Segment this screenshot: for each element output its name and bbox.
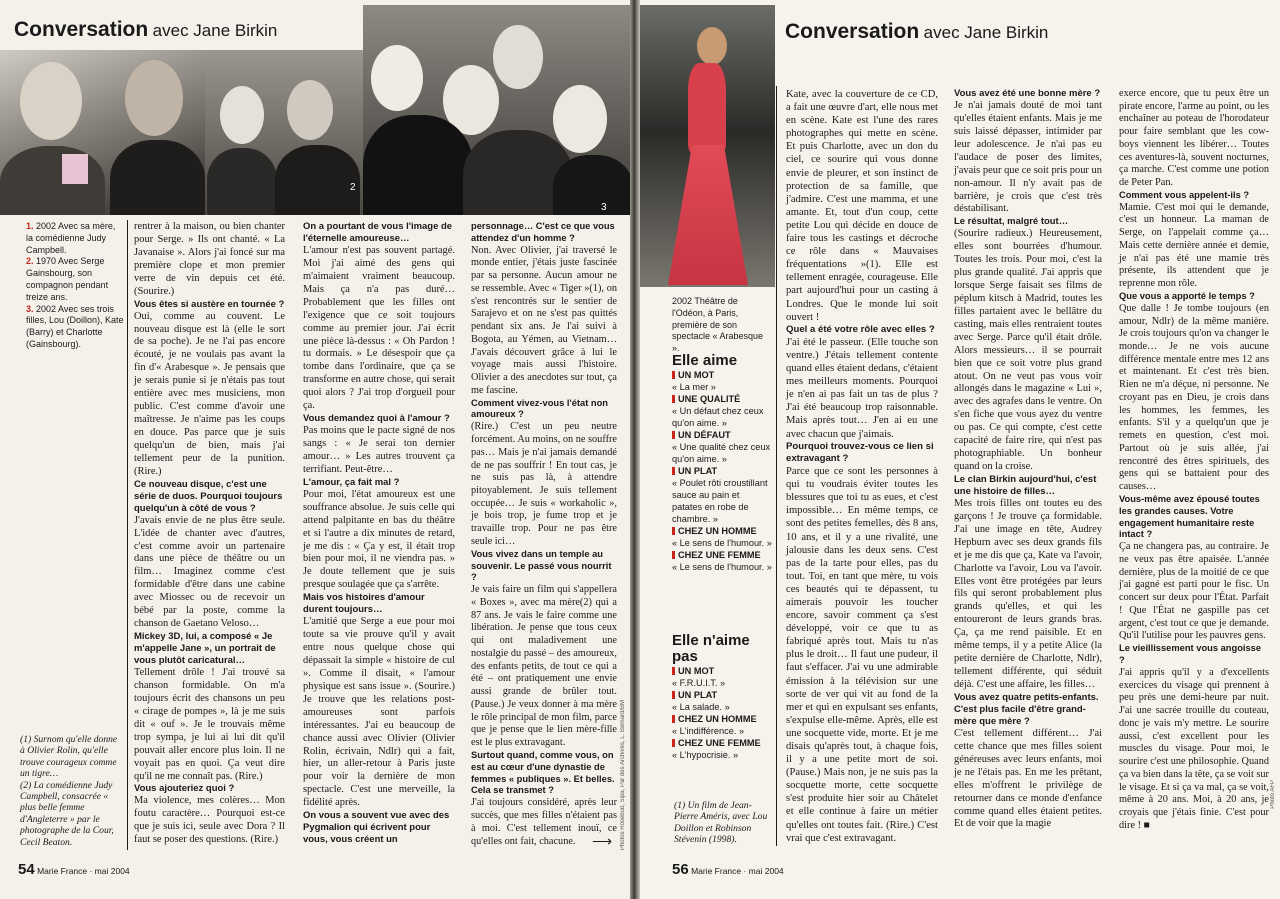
- column-rule: [127, 220, 128, 850]
- interview-question: L'amour, ça fait mal ?: [303, 476, 400, 488]
- interview-answer: Non. Avec Olivier, j'ai traversé le monde entier, j'étais juste fascinée par sa personne. Aucun amour ne se ressemble. Avec « Tiger »(1), on s'est rencontrés sur le sentier de Sarajevo et on ne s'est pas quittés pendant six ans. Je l'ai suivi à Bogota, au Yémen, au Vietnam… J'avais découvert grâce à lui le voyage mais aussi l'histoire. Olivier a des anecdotes sur tout, ça me fascine.: [471, 244, 617, 396]
- footnote-1: (1) Surnom qu'elle donne à Olivier Rolin, qu'elle trouve courageux comme un tigre…: [20, 734, 118, 780]
- article-column-1: [134, 221, 285, 847]
- preference-label: UN PLAT: [672, 465, 772, 477]
- interview-answer: Mes trois filles ont toutes eu des garçons ! Je trouve ça formidable. J'ai une image en tête, Audrey Hepburn avec ses deux grands fils et je me dis que ça, Kate va l'avoir, Charlotte va l'avoir, Lou va l'avoir. Elles vont être protégées par leurs fils qui seront probablement plus grands qu'elles, et qui les entoureront de leurs grands bras. Ça, ça me rend paisible. Et en même temps, il y a petite Alice (la petite dernière de Charlotte, Ndlr), tellement différente, qui séduit déjà. C'est une affaire, les filles…: [954, 498, 1102, 690]
- preference-value: « Poulet rôti croustillant sauce au pain et patates en robe de chambre. »: [672, 478, 768, 524]
- interview-answer: J'ai appris qu'il y a d'excellents exercices du visage qui prennent à peu près une demi-heure par nuit. J'ai une sacrée trouille du couteau, donc je vais m'y mettre. Le sourire aussi, c'est excellent pour les muscles du visage. Pour moi, le sourire c'est une philosophie. Quand ça va bien dans la tête, ça se voit sur le visage. Et si ça va mal, ça se voit, même à 20 ans. Moi, à 20 ans, je croyais que j'étais finie. C'est pour dire ! ■: [1119, 666, 1269, 831]
- photo-mother: [0, 50, 205, 215]
- preference-label: UNE QUALITÉ: [672, 393, 772, 405]
- interview-question: Vous avez été une bonne mère ?: [954, 88, 1101, 99]
- page-footer-right: [672, 861, 784, 878]
- interview-answer: Kate, avec la couverture de ce CD, a fait une œuvre d'art, elle nous met en scène. Kate est l'une des rares photographes qui mette en scène. Et puis Charlotte, avec un don du ciel, ce sourire qui vous donne envie de pleurer, et son instinct de protection de sa famille, que j'admire. C'est une mamma, et une amante. Et, tout d'un coup, cette petite Lou qui décide en douce de faire tous les castings et décroche ce rôle dans « Mauvaises fréquentations »(1). Elle est tellement enragée, courageuse. Elle part aujourd'hui pour un casting à Londres. Que le monde lui soit ouvert !: [786, 89, 938, 323]
- preference-label: CHEZ UN HOMME: [672, 713, 772, 725]
- photo-serge: [205, 50, 363, 215]
- interview-answer: (Sourire radieux.) Heureusement, elles sont bourrées d'humour. Toutes les trois. Pour moi, c'est la plus grande qualité. J'ai appris que lorsque Serge faisait ses films de péplum kitsch à Madrid, toutes les filles partaient avec le bellâtre du casting, mais elles rentraient toutes avec Serge. Parce qu'il était drôle. Alors messieurs… il se pourrait bien que ce soit votre plus grand atout. On ne veut pas vous voir allongés dans le magazine « Lui », avec des agrafes dans le ventre. On s'en fiche que vous ayez du ventre ou pas. Ce qui compte, c'est cette capacité de faire rire, qui n'est pas photographiable. Un bonheur quand on la croise.: [954, 228, 1102, 472]
- interview-question: Vous êtes si austère en tournée ?: [134, 298, 285, 310]
- interview-question: Le vieillissement vous angoisse ?: [1119, 643, 1262, 666]
- preference-value: « L'indifférence. »: [672, 726, 745, 736]
- preference-value: « Un défaut chez ceux qu'on aime. »: [672, 406, 764, 428]
- interview-question: Que vous a apporté le temps ?: [1119, 290, 1255, 301]
- spine: [630, 0, 640, 899]
- preference-value: « F.R.U.I.T. »: [672, 678, 726, 688]
- caption-item-3: 3. 2002 Avec ses trois filles, Lou (Doillon), Kate (Barry) et Charlotte (Gainsbourg).: [26, 303, 124, 349]
- photo-credit-right: Photo AFP: [1270, 780, 1276, 809]
- article-column-2: [303, 221, 455, 846]
- interview-answer: L'amour n'est pas souvent partagé. Moi j'ai aimé des gens qui m'aimaient vraiment beaucoup. Mais ça n'a pas duré… Probablement que les filles ont l'exigence que ce soit toujours comme au premier jour. J'ai écrit une pièce là-dessus : « Oh Pardon ! tu dormais. » Le désespoir que ça tombe dans l'ordinaire, que ça se transforme en autre chose, qui serait quoi alors ? J'ai trop d'orgueil pour ça.: [303, 245, 455, 412]
- interview-question: personnage… C'est ce que vous attendez d'un homme ?: [471, 221, 615, 243]
- interview-answer: Je vais faire un film qui s'appellera « Boxes », avec ma mère(2) qui a 87 ans. Je vais le faire comme une libération. Je pense que tous ceux qui ont maladivement une nostalgie du passé – des amoureux, des enfants petits, de tout ce qui a été – ont pratiquement une envie aussi grande de brûler tout. (Pause.) Je veux donner à ma mère le rôle principal de mon film, parce que je pense que le lien mère-fille est le plus extravagant.: [471, 584, 617, 749]
- column-rule: [776, 86, 777, 846]
- heading-subtitle: avec Jane Birkin: [152, 21, 278, 40]
- elle-aime-box: [672, 353, 772, 573]
- interview-question: Quel a été votre rôle avec elles ?: [786, 323, 935, 335]
- magazine-issue-right: Marie France · mai 2004: [691, 866, 784, 876]
- article-column-5: [954, 88, 1102, 831]
- photo-number-2: 2: [350, 182, 356, 193]
- left-page: [0, 0, 630, 899]
- interview-question: Vous demandez quoi à l'amour ?: [303, 413, 450, 425]
- interview-question: On a pourtant de vous l'image de l'éternelle amoureuse…: [303, 221, 453, 245]
- preference-label: UN PLAT: [672, 689, 772, 701]
- page-footer: [18, 861, 130, 878]
- photo-credit: Photos Rosebud, Sipa, Par des Archives, L. Bernard/BM: [620, 700, 626, 851]
- preference-value: « Le sens de l'humour. »: [672, 562, 772, 572]
- preference-label: UN MOT: [672, 369, 772, 381]
- interview-question: Mickey 3D, lui, a composé « Je m'appelle Jane », un portrait de vous plutôt caricatural…: [134, 631, 276, 667]
- article-column-3: [471, 221, 617, 848]
- interview-question: On vous a souvent vue avec des Pygmalion qui écrivent pour vous, vous créent un: [303, 810, 450, 846]
- continue-arrow-icon: ⟶: [592, 835, 613, 850]
- page-number: 54: [18, 861, 35, 878]
- interview-answer: J'avais envie de ne plus être seule. L'idée de chanter avec d'autres, c'est comme avoir un partenaire dans une pièce de théâtre ou un film… Imaginez comme c'est formidable d'être dans une cabine avec Miossec ou de recevoir un bébé par la poste, comme la chanson de Gaetano Veloso…: [134, 514, 285, 630]
- photo-number-3: 3: [601, 202, 607, 213]
- page-number-right: 56: [672, 861, 689, 878]
- interview-question: Vous avez quatre petits-enfants. C'est plus facile d'être grand-mère que mère ?: [954, 691, 1099, 727]
- interview-question: Vous ajouteriez quoi ?: [134, 783, 235, 795]
- preference-label: UN DÉFAUT: [672, 429, 772, 441]
- preference-value: « La salade. »: [672, 702, 730, 712]
- interview-answer: Parce que ce sont les personnes à qui tu voudrais éviter toutes les blessures que toi tu as eues, et c'est impossible… En même temps, ce sont des petites femelles, dès 8 ans, 10 ans, et il y a une rivalité, une jalousie dans les deux sens. C'est pas de la tarte pour elles, pas du tout. Toi, en tant que mère, tu vois ces beautés qui te dépassent, tu aimerais pouvoir les toucher encore, savoir comment ça s'est développé, voir ce que tu as fabriqué après tout. Mais tu n'as plus le droit… Il faut une pudeur, il faut s'effacer. J'ai vu une admirable émission à la télévision sur une sorte de ver qui vit au fond de la mer et qui en expulsant ses enfants, s'expulse elle-même. Après, elle est une socquette vide, morte. Et je me disais qu'après tout, à chaque fois, il y a une petite mort de soi. (Pause.) Mais non, je ne suis pas la socquette morte, cette socquette s'est produite hier soir au Châtelet et elle continue à faire un métier qu'elles ont toutes fait. (Rire.) C'est vrai que c'est extravagant.: [786, 466, 938, 844]
- footnote-2: (2) La comédienne Judy Campbell, consacrée « plus belle femme d'Angleterre » par le photographe de la Cour, Cecil Beaton.: [20, 779, 114, 848]
- caption-item-2: 2. 1970 Avec Serge Gainsbourg, son compagnon pendant treize ans.: [26, 256, 109, 302]
- right-page: [640, 0, 1280, 899]
- stage-photo-caption: 2002 Théâtre de l'Odéon, à Paris, première de son spectacle « Arabesque ».: [672, 296, 764, 354]
- interview-answer: J'ai toujours considéré, après leur succès, que mes filles n'étaient pas à moi. C'est tellement inouï, ce qu'elles ont fait, chacune.: [471, 797, 617, 847]
- preference-label: CHEZ UNE FEMME: [672, 737, 772, 749]
- caption-item-1: 1. 2002 Avec sa mère, la comédienne Judy Campbell.: [26, 221, 116, 255]
- preference-value: « Le sens de l'humour. »: [672, 538, 772, 548]
- interview-question: Comment vivez-vous l'état non amoureux ?: [471, 397, 608, 420]
- interview-answer: Mamie. C'est moi qui le demande, c'est un honneur. La maman de Serge, on l'appelait comme ça… Mais cette dernière année et demie, je n'ai pas été une mamie très présente, ils attendent que je reprenne mon rôle.: [1119, 201, 1269, 290]
- footnotes: [20, 734, 120, 848]
- interview-answer: J'ai été le passeur. (Elle touche son ventre.) J'étais tellement contente quand elles étaient dedans, c'étaient mes meilleurs moments. Pourquoi je n'en ai pas fait un tas de plus ? J'ai été beaucoup trop raisonnable. Mais après tout… J'en ai eu une avec chacun que j'aimais.: [786, 336, 938, 440]
- interview-answer: L'amitié que Serge a eue pour moi toute sa vie prouve qu'il y avait entre nous quelque chose qui dépassait la simple « histoire de cul ». Comme il disait, « l'amour physique est sans issue ». (Sourire.) Je trouve que les relations post-amoureuses sont parfois intéressantes. J'ai eu beaucoup de chance aussi avec Olivier (Olivier Rolin, écrivain, Ndlr) qui a fait, hier, un aller-retour à Paris juste pour voir la dernière de mon spectacle. C'est une merveille, la fidélité après.: [303, 616, 455, 809]
- page-heading-right: [785, 20, 1048, 44]
- interview-question: Le clan Birkin aujourd'hui, c'est une histoire de filles…: [954, 473, 1097, 497]
- heading-title: Conversation: [14, 18, 149, 41]
- article-column-4: [786, 88, 938, 845]
- preference-label: CHEZ UN HOMME: [672, 525, 772, 537]
- interview-answer: exerce encore, que tu peux être un pirate encore, l'arme au point, ou les enchaîner au poteau de l'horodateur pour faire semblant que les cow-boys viennent les libérer… Toutes ces aventures-là, souvent nocturnes, ça marche. C'est comme une potion de Peter Pan.: [1119, 88, 1269, 189]
- elle-naime-pas-title: Elle n'aime pas: [672, 632, 750, 665]
- interview-answer: Ça ne changera pas, au contraire. Je ne veux pas être apaisée. L'année dernière, plus de la moitié de ce que j'ai gagné est parti pour le fisc. Un concert sur deux pour l'État. Parfait ! Que l'État ne gaspille pas cet argent, c'est tout ce que je demande. Qu'il l'utilise pour les pauvres gens.: [1119, 541, 1269, 642]
- preference-value: « La mer »: [672, 382, 716, 392]
- interview-question: Pourquoi trouvez-vous ce lien si extravagant ?: [786, 440, 934, 464]
- elle-aime-title: Elle aime: [672, 352, 738, 369]
- interview-answer: Je n'ai jamais douté de moi tant qu'elles étaient enfants. Mais je me suis laissé dépasser, intimider par leur adolescence. Je n'ai pas eu l'audace de poser des limites, j'avais peur que ce soit pris pour un non-amour. Il n'y avait pas de barrière, je crois que c'est très déstabilisant.: [954, 100, 1102, 215]
- interview-question: Ce nouveau disque, c'est une série de duos. Pourquoi toujours quelqu'un à côté de vous ?: [134, 478, 283, 514]
- interview-answer: Pour moi, l'état amoureux est une souffrance absolue. Je suis celle qui attend palpitante en bas du théâtre et si l'autre a dix minutes de retard, je me dis : « Ça y est, il était trop bien pour moi, il ne viendra pas. » Je doute tellement que je suis presque soulagée que ça s'arrête.: [303, 488, 455, 591]
- magazine-issue: Marie France · mai 2004: [37, 866, 130, 876]
- preference-value: « Une qualité chez ceux qu'on aime. »: [672, 442, 771, 464]
- heading-title-right: Conversation: [785, 20, 920, 43]
- elle-naime-pas-box: [672, 633, 772, 761]
- interview-answer: C'est tellement différent… J'ai cette chance que mes filles soient généreuses avec leurs enfants, moi je ne l'étais pas. En me les prêtant, elles m'offrent le privilège de retourner dans ce monde d'enfance comme quand elles étaient petites. Et de voir que la magie: [954, 727, 1102, 830]
- interview-answer: Tellement drôle ! J'ai trouvé sa chanson formidable. On m'a toujours écrit des chansons un peu « cirage de pompes », là je me suis dit « ouf ». Je le trouvais même trop sympa, je lui ai lui dit qu'il pouvait aller encore plus loin. Il ne voyait pas en quoi. Ça veut dire qu'il ne me connaît pas. (Rire.): [134, 667, 285, 782]
- interview-answer: (Rire.) C'est un peu neutre forcément. Au moins, on ne souffre pas… Mais je n'ai jamais demandé de ne pas souffrir ! En tout cas, je ne suis pas là, à attendre pitoyablement. Je suis tellement occupée… Je suis « workaholic », je bois trop, je fume trop et je travaille trop. Pour ne pas être seule ici…: [471, 421, 617, 547]
- interview-question: Vous vivez dans un temple au souvenir. Le passé vous nourrit ?: [471, 548, 612, 583]
- photo-daughters: [363, 5, 630, 215]
- interview-answer: Pas moins que le pacte signé de nos sangs : « Je serai ton dernier amour… » Les autres trouvent ça terrifiant. Peut-être…: [303, 425, 455, 475]
- preference-label: CHEZ UNE FEMME: [672, 549, 772, 561]
- interview-answer: Ma violence, mes colères… Mon foutu caractère… Pourquoi est-ce que je suis ici, seule avec Dora ? Il faut se poser des questions. (Rire.): [134, 795, 285, 846]
- interview-question: Mais vos histoires d'amour durent toujours…: [303, 592, 425, 616]
- heading-subtitle-right: avec Jane Birkin: [923, 23, 1049, 42]
- preference-value: « L'hypocrisie. »: [672, 750, 739, 760]
- preference-label: UN MOT: [672, 665, 772, 677]
- interview-question: Le résultat, malgré tout…: [954, 216, 1069, 228]
- interview-answer: Oui, comme au couvent. Le nouveau disque est là (elle le sort de sa poche). Je ne l'ai pas encore écouté, je ne voulais pas avant la fin d'« Arabesque ». Je pensais que je serais punie si je n'étais pas tout entière avec mes musiciens, mon public. C'est comme d'avoir une maîtresse. Je n'aime pas les coups en douce. Pas parce que je suis quelqu'un de bien, mais j'ai tellement peur de la punition. (Rire.): [134, 310, 285, 477]
- interview-answer: rentrer à la maison, ou bien chanter pour Serge. » Ils ont chanté. « La Javanaise ». Alors j'ai foncé sur ma première clope et mon premier verre de vin depuis cet été. (Sourire.): [134, 221, 285, 297]
- page-heading: [14, 18, 277, 42]
- photo-stage: [640, 5, 775, 287]
- interview-answer: Que dalle ! Je tombe toujours (en amour, Ndlr) de la même manière. Je crois toujours qu'on va changer le monde… Je ne vois aucune différence mentale entre mes 12 ans et maintenant. Et c'est très bien. Rien ne m'a déçue, ni personne. Ne croyant pas en Dieu, je crois dans les hommes, les femmes, les enfants. S'il y a quelqu'un que je remets en question, c'est moi. Partout où je suis allée, j'ai rencontré des êtres spirituels, des gens qui se battaient pour des causes…: [1119, 302, 1269, 493]
- photo-caption: [26, 221, 124, 351]
- interview-question: Vous-même avez épousé toutes les grandes causes. Votre engagement humanitaire reste intact ?: [1119, 493, 1260, 540]
- article-column-6: [1119, 88, 1269, 832]
- interview-question: Surtout quand, comme vous, on est au cœur d'une dynastie de femmes « publiques ». Et belles. Cela se transmet ?: [471, 749, 615, 796]
- interview-question: Comment vous appelent-ils ?: [1119, 189, 1250, 200]
- footnote-right: (1) Un film de Jean-Pierre Améris, avec Lou Doillon et Robinson Stévenin (1998).: [674, 800, 768, 846]
